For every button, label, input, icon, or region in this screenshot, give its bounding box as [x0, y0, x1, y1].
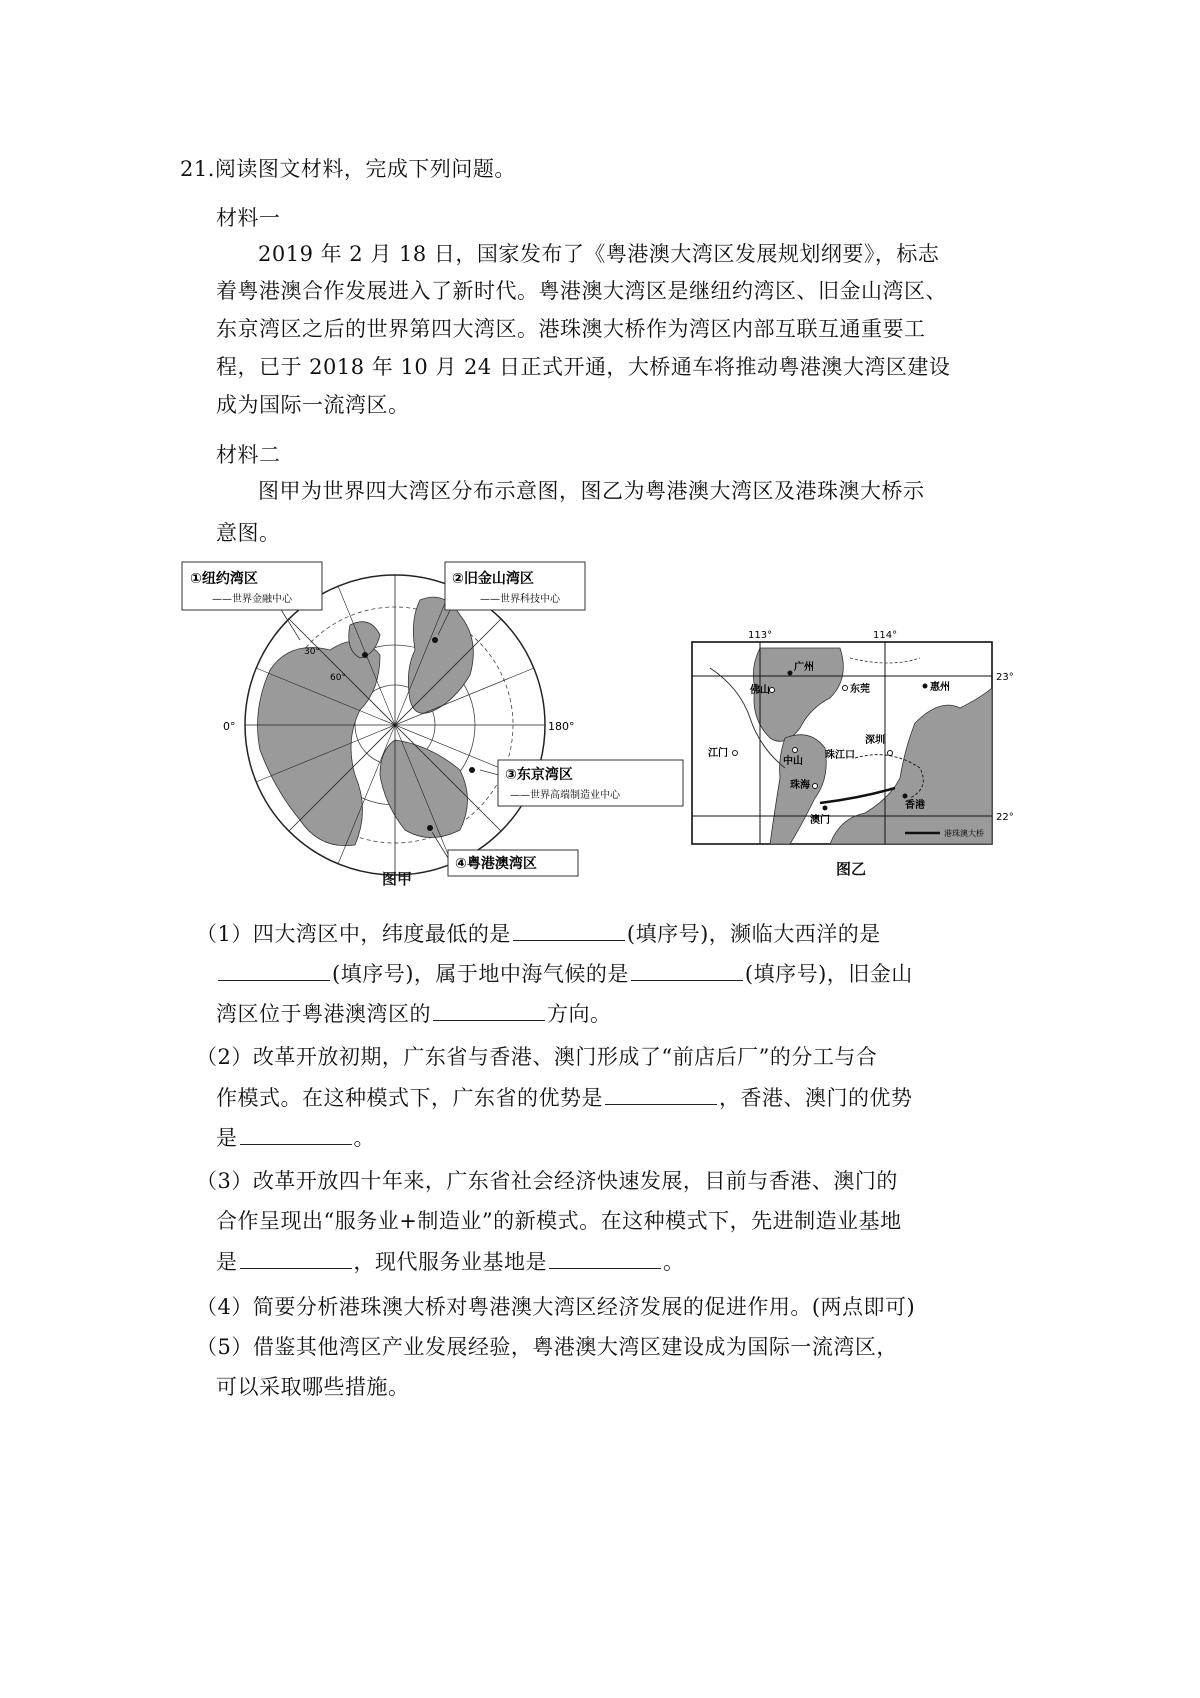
q5-line-1: （5）借鉴其他湾区产业发展经验，粤港澳大湾区建设成为国际一流湾区，	[196, 1335, 898, 1359]
label-zhongshan: 中山	[783, 756, 803, 767]
bay-point-ny	[362, 652, 368, 658]
q1-line-1: （1）四大湾区中，纬度最低的是 (填序号)，濒临大西洋的是	[196, 918, 881, 949]
label-lon-0: 0°	[223, 720, 236, 733]
label-macau: 澳门	[810, 815, 830, 826]
q3-blank-1[interactable]	[240, 1246, 352, 1269]
question-title: 21.阅读图文材料，完成下列问题。	[180, 157, 516, 181]
bay-point-tokyo	[469, 767, 475, 773]
label-lon-113: 113°	[748, 630, 773, 641]
label-zhuhai: 珠海	[790, 780, 810, 791]
figure-yi	[690, 628, 1030, 868]
label-pearl-mouth: 珠江口	[825, 750, 855, 761]
label-shenzhen: 深圳	[865, 735, 885, 746]
material2-line-2: 意图。	[216, 521, 281, 545]
label-hongkong: 香港	[905, 800, 925, 811]
q3-line-3: 是 ，现代服务业基地是 。	[216, 1246, 685, 1277]
label-dongguan: 东莞	[850, 684, 870, 695]
label-lon-180: 180°	[548, 720, 575, 733]
legend-bridge: 港珠澳大桥	[944, 829, 984, 838]
material1-line-3: 东京湾区之后的世界第四大湾区。港珠澳大桥作为湾区内部互联互通重要工	[216, 317, 926, 341]
material1-heading: 材料一	[216, 206, 281, 230]
q2-blank-1[interactable]	[605, 1082, 717, 1105]
q3-line-1: （3）改革开放四十年来，广东省社会经济快速发展，目前与香港、澳门的	[196, 1169, 898, 1193]
material1-line-5: 成为国际一流湾区。	[216, 393, 410, 417]
q2-line-2: 作模式。在这种模式下，广东省的优势是 ，香港、澳门的优势	[216, 1082, 913, 1113]
material1-line-4: 程，已于 2018 年 10 月 24 日正式开通，大桥通车将推动粤港澳大湾区建设	[216, 355, 951, 379]
q4-line-1: （4）简要分析港珠澳大桥对粤港澳大湾区经济发展的促进作用。(两点即可)	[196, 1295, 916, 1319]
label-guangzhou: 广州	[794, 662, 814, 673]
q1-blank-2[interactable]	[218, 958, 330, 981]
q2-line-3: 是 。	[216, 1122, 375, 1153]
label-ny-sub: ——世界金融中心	[212, 594, 292, 605]
material1-line-1: 2019 年 2 月 18 日，国家发布了《粤港澳大湾区发展规划纲要》，标志	[258, 242, 940, 266]
q1-blank-4[interactable]	[433, 998, 545, 1021]
q1-blank-3[interactable]	[631, 958, 743, 981]
label-tokyo-title: ③东京湾区	[505, 767, 573, 783]
bay-point-sf	[432, 637, 438, 643]
polar-map-svg	[180, 560, 690, 890]
label-sf-title: ②旧金山湾区	[452, 571, 534, 587]
label-ny-title: ①纽约湾区	[190, 571, 258, 587]
label-sf-sub: ——世界科技中心	[480, 594, 560, 605]
label-lat-22: 22°	[996, 812, 1014, 823]
bay-point-gba	[427, 825, 433, 831]
label-lat-30: 30°	[304, 647, 320, 657]
caption-jia: 图甲	[382, 870, 413, 888]
q5-line-2: 可以采取哪些措施。	[216, 1375, 410, 1399]
label-lat-23: 23°	[996, 672, 1014, 683]
material2-heading: 材料二	[216, 443, 281, 467]
q3-blank-2[interactable]	[549, 1246, 661, 1269]
q2-blank-2[interactable]	[240, 1122, 352, 1145]
figure-jia	[180, 560, 690, 890]
caption-yi: 图乙	[836, 860, 867, 878]
material2-line-1: 图甲为世界四大湾区分布示意图，图乙为粤港澳大湾区及港珠澳大桥示	[258, 479, 925, 503]
material1-line-2: 着粤港澳合作发展进入了新时代。粤港澳大湾区是继纽约湾区、旧金山湾区、	[216, 279, 947, 303]
label-tokyo-sub: ——世界高端制造业中心	[510, 790, 620, 801]
label-huizhou: 惠州	[930, 682, 950, 693]
q1-line-3: 湾区位于粤港澳湾区的 方向。	[216, 998, 612, 1029]
label-gba-title: ④粤港澳湾区	[455, 856, 537, 872]
q2-line-1: （2）改革开放初期，广东省与香港、澳门形成了“前店后厂”的分工与合	[196, 1045, 878, 1069]
gba-map-svg	[690, 628, 1030, 868]
label-jiangmen: 江门	[708, 748, 728, 759]
label-lon-114: 114°	[873, 630, 898, 641]
q1-line-2: (填序号)，属于地中海气候的是 (填序号)，旧金山	[216, 958, 913, 989]
label-foshan: 佛山	[750, 685, 770, 696]
q3-line-2: 合作呈现出“服务业+制造业”的新模式。在这种模式下，先进制造业基地	[216, 1209, 902, 1233]
q1-blank-1[interactable]	[513, 918, 625, 941]
label-lat-60: 60°	[330, 673, 346, 683]
